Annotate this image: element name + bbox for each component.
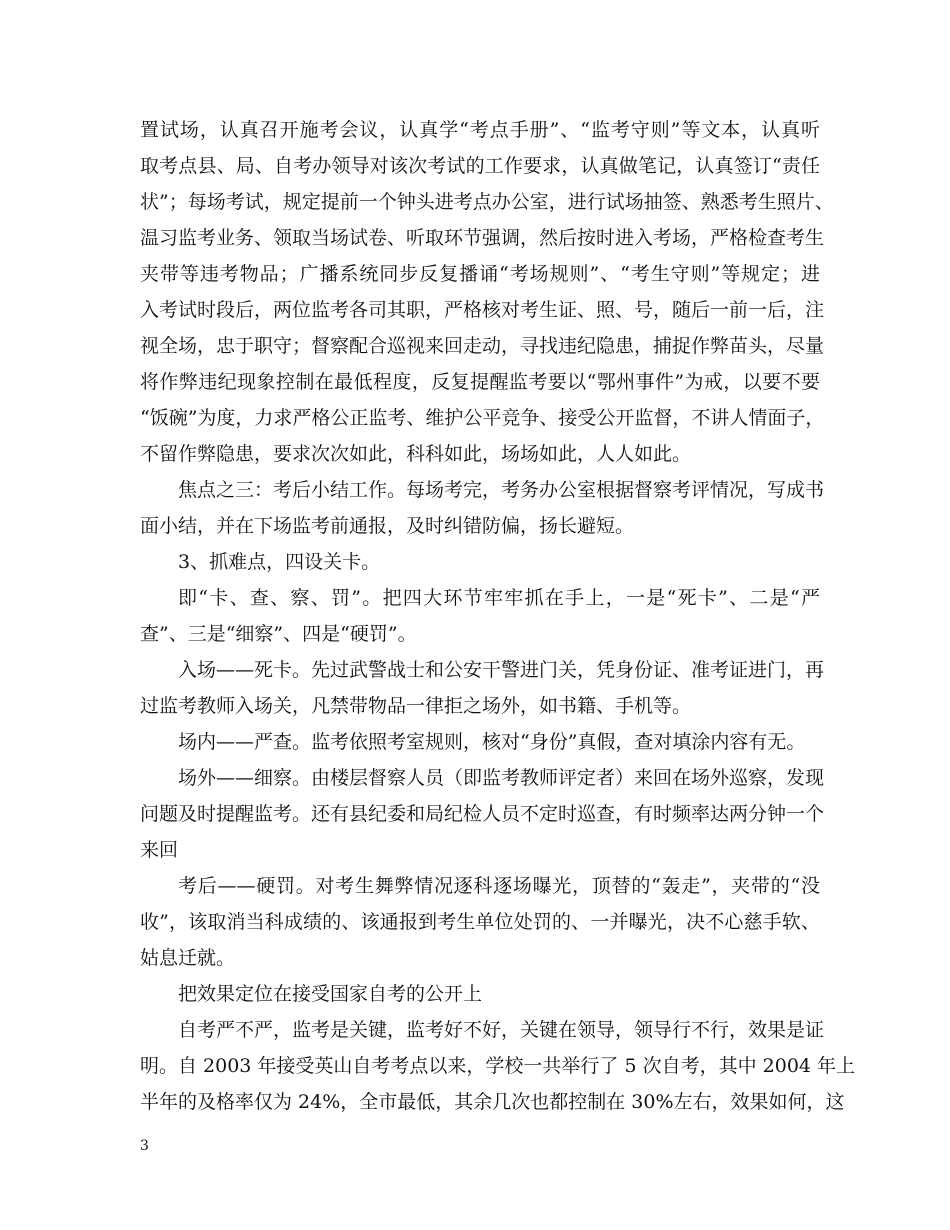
paragraph-first-line: 场外——细察。由楼层督察人员（即监考教师评定者）来回在场外巡察，发现: [178, 767, 825, 789]
section-heading: 把效果定位在接受国家自考的公开上: [178, 983, 483, 1005]
section-heading: 3、抓难点，四设关卡。: [178, 551, 381, 573]
text-line: 姑息迁就。: [140, 947, 236, 969]
text-line: 视全场，忠于职守；督察配合巡视来回走动，寻找违纪隐患，捕捉作弊苗头，尽量: [140, 335, 825, 357]
paragraph-first-line: 焦点之三：考后小结工作。每场考完，考务办公室根据督察考评情况，写成书: [178, 479, 825, 501]
text-line: 来回: [140, 839, 179, 861]
text-line: 查”、三是“细察”、四是“硬罚”。: [140, 623, 417, 645]
text-line: “饭碗”为度，力求严格公正监考、维护公平竞争、接受公开监督，不讲人情面子，: [140, 407, 825, 429]
text-line: 夹带等违考物品；广播系统同步反复播诵“考场规则”、“考生守则”等规定；进: [140, 263, 820, 285]
text-line: 温习监考业务、领取当场试卷、听取环节强调，然后按时进入考场，严格检查考生: [140, 227, 825, 249]
text-line: 入考试时段后，两位监考各司其职，严格核对考生证、照、号，随后一前一后，注: [140, 299, 825, 321]
text-line: 状”；每场考试，规定提前一个钟头进考点办公室，进行试场抽签、熟悉考生照片、: [140, 191, 834, 213]
text-line: 明。自 2003 年接受英山自考考点以来，学校一共举行了 5 次自考，其中 2004 年上: [140, 1055, 856, 1077]
text-line: 将作弊违纪现象控制在最低程度，反复提醒监考要以“鄂州事件”为戒，以要不要: [140, 371, 820, 393]
text-line: 过监考教师入场关，凡禁带物品一律拒之场外，如书籍、手机等。: [140, 695, 692, 717]
text-line: 收”，该取消当科成绩的、该通报到考生单位处罚的、一并曝光，决不心慈手软、: [140, 911, 820, 933]
paragraph-first-line: 场内——严查。监考依照考室规则，核对“身份”真假，查对填涂内容有无。: [178, 731, 806, 753]
text-line: 不留作弊隐患，要求次次如此，科科如此，场场如此，人人如此。: [140, 443, 692, 465]
paragraph-first-line: 自考严不严，监考是关键，监考好不好，关键在领导，领导行不行，效果是证: [178, 1019, 825, 1041]
text-line: 置试场，认真召开施考会议，认真学“考点手册”、“监考守则”等文本，认真听: [140, 119, 820, 141]
page-number: 3: [140, 1138, 149, 1154]
paragraph-first-line: 考后——硬罚。对考生舞弊情况逐科逐场曝光，顶替的“轰走”，夹带的“没: [178, 875, 820, 897]
text-line: 问题及时提醒监考。还有县纪委和局纪检人员不定时巡查，有时频率达两分钟一个: [140, 803, 825, 825]
paragraph-first-line: 即“卡、查、察、罚”。把四大环节牢牢抓在手上，一是“死卡”、二是“严: [178, 587, 820, 609]
text-line: 面小结，并在下场监考前通报，及时纠错防偏，扬长避短。: [140, 515, 635, 537]
text-line: 半年的及格率仅为 24%，全市最低，其余几次也都控制在 30%左右，效果如何，这: [140, 1091, 845, 1113]
text-line: 取考点县、局、自考办领导对该次考试的工作要求，认真做笔记，认真签订“责任: [140, 155, 820, 177]
paragraph-first-line: 入场——死卡。先过武警战士和公安干警进门关，凭身份证、准考证进门，再: [178, 659, 825, 681]
